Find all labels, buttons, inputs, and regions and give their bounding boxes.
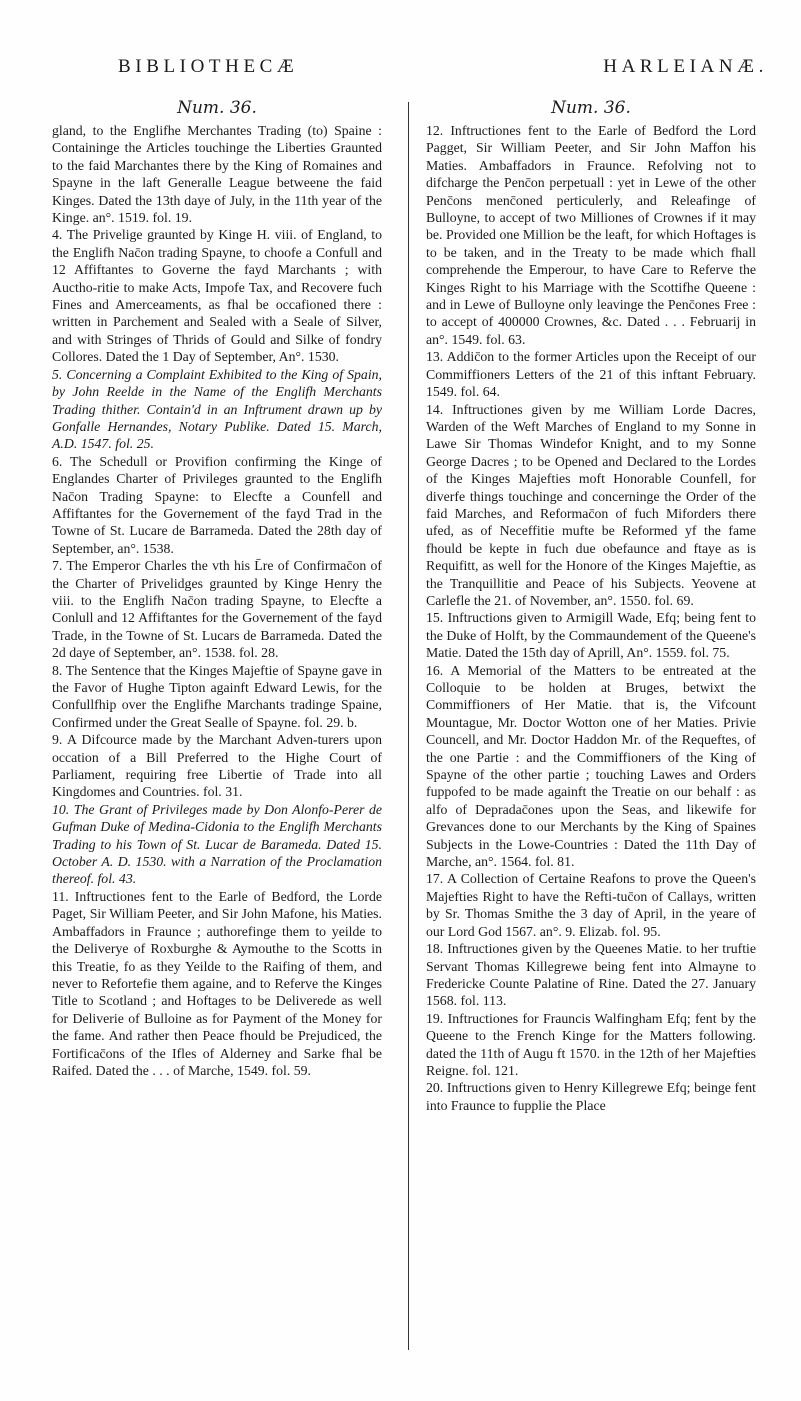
left-column-heading: Num. 36.: [177, 98, 257, 118]
right-column-body: [426, 122, 756, 1114]
right-column-heading: Num. 36.: [551, 98, 631, 118]
entry: 8. The Sentence that the Kinges Majeftie of Spayne gave in the Favor of Hughe Tipton againft Edward Lewis, for the Confullfhip over the Englifhe Marchants tradinge Spaine, Confirmed under the Great Sealle of Spayne. fol. 29. b.: [52, 662, 382, 730]
right-column: [426, 98, 756, 1114]
entry: 9. A Difcource made by the Marchant Adven-turers upon occation of a Bill Preferred to the Highe Court of Parliament, requiring free Libertie of Trade into all Kingdomes and Countries. fol. 31.: [52, 732, 382, 800]
left-column: [52, 98, 382, 1079]
entry: 12. Inftructiones fent to the Earle of Bedford the Lord Pagget, Sir William Peeter, and Sir John Maffon his Maties. Ambaffadors in Fraunce. Refolving not to difcharge the Penc̄on perpetuall : yet in Lewe of the other Penc̄ons menc̄oned perticulerly, and Releafinge of Bulloyne, to accept of two Milliones of Crownes if it may be. Provided one Million be the leaft, for which Hoftages is to be taken, and in the Treaty to be made which fhall comprehende the Emperour, to have Care to Referve the Kinges Right to his Marriage with the Scottifhe Queene : and in Lewe of Bulloyne only leavinge the Penc̄ones Free : to accept of 400000 Crownes, &c. Dated . . . Februarij in an°. 1549. fol. 63.: [426, 123, 756, 347]
entry: 16. A Memorial of the Matters to be entreated at the Colloquie to be holden at Bruges, betwixt the Commiffioners of Her Matie. that is, the Vifcount Mountague, Mr. Doctor Wotton one of her Maties. Privie Councell, and Mr. Doctor Haddon Mr. of the Requeftes, of the one Partie : and the Commiffioners of the King of Spayne of the other partie ; touching Lawes and Orders fuppofed to be made againft the Treatie on our behalf : as alfo of Depradac̄ones upon the Seas, and likewife for Grevances done to our Merchants by the King of Spaines Subjects in the Lowe-Countries : Dated the 11th Day of Marche, an°. 1564. fol. 81.: [426, 662, 756, 870]
entry: 17. A Collection of Certaine Reafons to prove the Queen's Majefties Right to have the Refti-tuc̄on of Callays, written by Sr. Thomas Smithe the 3 day of April, in the yeare of our Lord God 1567. an°. 9. Elizab. fol. 95.: [426, 871, 756, 939]
entry: 15. Inftructions given to Armigill Wade, Efq; being fent to the Duke of Holft, by the Commaundement of the Queene's Matie. Dated the 15th day of Aprill, An°. 1559. fol. 75.: [426, 610, 756, 661]
entry: 5. Concerning a Complaint Exhibited to the King of Spain, by John Reelde in the Name of the Englifh Merchants Trading thither. Contain'd in an Inftrument drawn up by Gonfalle Hernandes, Notary Publike. Dated 15. March, A.D. 1547. fol. 25.: [52, 366, 382, 452]
header-right: HARLEIANÆ.: [603, 56, 768, 77]
entry: 4. The Privelige graunted by Kinge H. viii. of England, to the Englifh Nac̄on trading Spayne, to choofe a Confull and 12 Affiftantes to Governe the fayd Marchants ; with Auctho-ritie to make Acts, Impofe Tax, and Recovere fuch Fines and Amerceaments, as fhal be occafioned there : written in Parchement and Sealed with a Seale of Silver, and with Stringes of Thrids of Gould and Silke of fondry Collores. Dated the 1 Day of September, An°. 1530.: [52, 227, 382, 365]
entry: 14. Inftructiones given by me William Lorde Dacres, Warden of the Weft Marches of England to my Sonne in Lawe Sir Thomas Windefor Knight, and to my Sonne George Dacres ; to be Opened and Declared to the Lordes of the Kinges Majefties moft Honorable Counfell, for diverfe things touchinge and concerninge the Order of the faid Marches, and Reformac̄on of fuch Miforders there ufed, as of Neceffitie mufte be Reformed yf the fame fhould be kepte in fuch due obefaunce and ftaye as is Requifitt, as well for the Honore of the Kinges Majeftie, as the Tranquillitie and Peace of his Subjects. Yeovene at Carlefle the 21. of November, an°. 1550. fol. 69.: [426, 401, 756, 608]
entry: 6. The Schedull or Provifion confirming the Kinge of Englandes Charter of Privileges graunted to the Englifh Nac̄on Trading Spayne: to Elecfte a Counfell and Affiftantes for the Governement of the fayd Trad in the Towne of St. Lucare de Barrameda. Dated the 28th day of September, an°. 1538.: [52, 453, 382, 556]
running-header: [118, 56, 768, 78]
column-divider: [408, 102, 409, 1350]
entry: 11. Inftructiones fent to the Earle of Bedford, the Lorde Paget, Sir William Peeter, and Sir John Mafone, his Maties. Ambaffadors in Fraunce ; authorefinge them to yeilde to the Deliverye of Roxburghe & Aymouthe to the Scotts in this Treatie, fo as they Yeilde to the Raifing of them, and never to Refortefie them againe, and to Referve the Kinges Title to Scotland ; and Hoftages to be Deliverede as well for Deliverie of Bulloine as for Payment of the Money for the fame. And rather then Peace fhould be Prejudiced, the Fortificac̄ons of the Ifles of Alderney and Sarke fhal be Raifed. Dated the . . . of Marche, 1549. fol. 59.: [52, 888, 382, 1078]
entry: 20. Inftructions given to Henry Killegrewe Efq; beinge fent into Fraunce to fupplie the Place: [426, 1080, 756, 1113]
entry: 7. The Emperor Charles the vth his L̄re of Confirmac̄on of the Charter of Privelidges graunted by Kinge Henry the viii. to the Englifh Nac̄on trading Spayne, to Elecfte a Conlull and 12 Affiftantes for the Governement of the fayd Trade, in the Towne of St. Lucars de Barrameda. Dated the 2d daye of September, an°. 1538. fol. 28.: [52, 558, 382, 661]
entry: 13. Addic̄on to the former Articles upon the Receipt of our Commiffioners Letters of the 21 of this inftant February. 1549. fol. 64.: [426, 349, 756, 400]
entry: 10. The Grant of Privileges made by Don Alonfo-Perer de Gufman Duke of Medina-Cidonia to the Englifh Merchants Trading to his Town of St. Lucar de Barameda. Dated 15. October A. D. 1530. with a Narration of the Proclamation thereof. fol. 43.: [52, 801, 382, 887]
entry: 19. Inftructiones for Frauncis Walfingham Efq; fent by the Queene to the French Kinge for the Matters following. dated the 11th of Augu ft 1570. in the 12th of her Majefties Reigne. fol. 121.: [426, 1010, 756, 1078]
left-column-body: [52, 122, 382, 1079]
entry: gland, to the Englifhe Merchantes Trading (to) Spaine : Containinge the Articles touchinge the Liberties Graunted to the faid Marchantes there by the King of Romaines and Spayne in the laft Generalle League betweene the faid Kinges. Dated the 13th daye of July, in the 11th year of the Kinge. an°. 1519. fol. 19.: [52, 123, 382, 226]
header-left: BIBLIOTHECÆ: [118, 56, 299, 77]
entry: 18. Inftructiones given by the Queenes Matie. to her truftie Servant Thomas Killegrewe being fent into Almayne to Fredericke Counte Palatine of Rine. Dated the 27. January 1568. fol. 113.: [426, 941, 756, 1009]
